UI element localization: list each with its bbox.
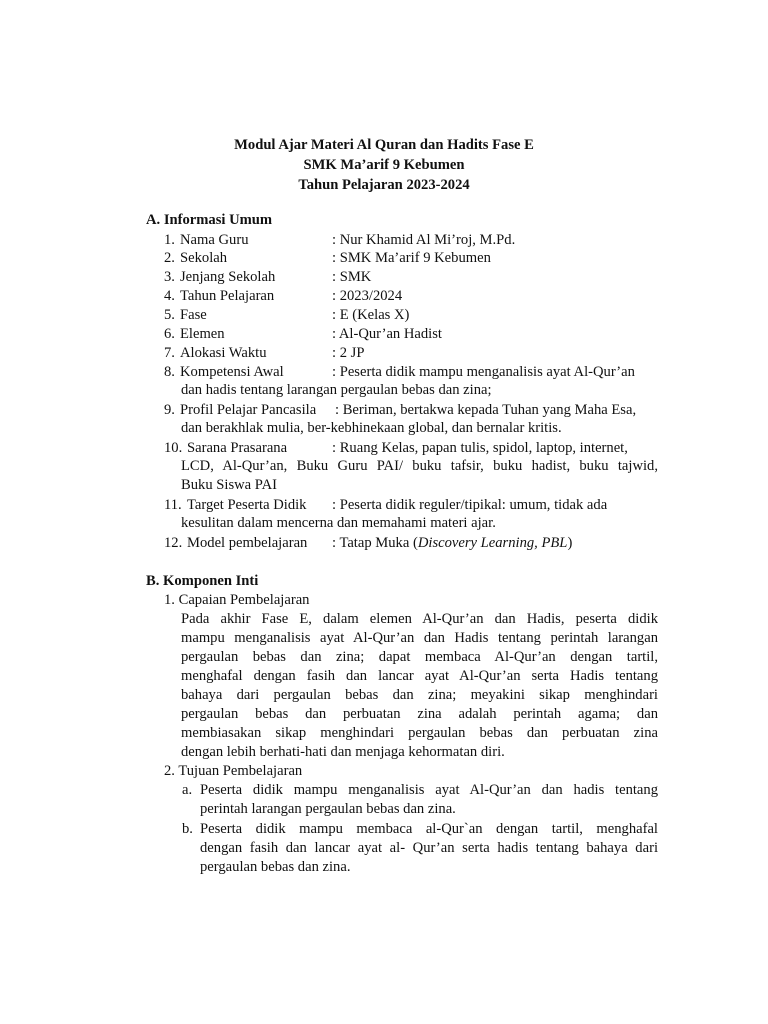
info-value: : Peserta didik reguler/tipikal: umum, tidak ada	[332, 497, 608, 513]
info-number: 4.	[164, 288, 175, 304]
paragraph-line: membiasakan sikap menghindari pergaulan bebas dan perbuatan zina	[181, 725, 658, 741]
info-continuation: dan hadis tentang larangan pergaulan bebas dan zina;	[181, 382, 492, 398]
info-number: 1.	[164, 232, 175, 248]
info-number: 6.	[164, 326, 175, 342]
section-a-heading: A. Informasi Umum	[146, 212, 273, 228]
info-label: Fase	[180, 307, 207, 323]
list-item-line: perintah larangan pergaulan bebas dan zina.	[200, 801, 456, 817]
school-name: SMK Ma’arif 9 Kebumen	[303, 157, 465, 173]
paragraph-line: dengan lebih berhati-hati dan menjaga kehormatan diri.	[181, 744, 505, 760]
list-item-line: dengan fasih dan lancar ayat al- Qur’an serta hadis tentang bahaya dari	[200, 840, 658, 856]
info-label: Nama Guru	[180, 232, 249, 248]
info-label: Profil Pelajar Pancasila	[180, 402, 317, 418]
info-value: : Peserta didik mampu menganalisis ayat Al-Qur’an	[332, 364, 635, 380]
info-number: 3.	[164, 269, 175, 285]
info-value: : SMK	[332, 269, 372, 285]
info-continuation: kesulitan dalam mencerna dan memahami materi ajar.	[181, 515, 496, 531]
info-number: 5.	[164, 307, 175, 323]
subsection-title: 2. Tujuan Pembelajaran	[164, 763, 303, 779]
paragraph-line: pergaulan bebas dan perbuatan zina adalah perintah agama; dan	[181, 706, 658, 722]
info-label: Tahun Pelajaran	[180, 288, 275, 304]
info-value: : 2 JP	[332, 345, 365, 361]
info-value: : Ruang Kelas, papan tulis, spidol, laptop, internet,	[332, 440, 628, 456]
list-item-line: pergaulan bebas dan zina.	[200, 859, 351, 875]
info-number: 8.	[164, 364, 175, 380]
list-item-line: Peserta didik mampu membaca al-Qur`an dengan tartil, menghafal	[200, 821, 658, 837]
info-number: 10.	[164, 440, 183, 456]
info-label: Kompetensi Awal	[180, 364, 284, 380]
section-b-heading: B. Komponen Inti	[146, 573, 259, 589]
info-value: : Tatap Muka (Discovery Learning, PBL)	[332, 535, 573, 551]
list-letter: b.	[182, 821, 193, 837]
info-number: 7.	[164, 345, 175, 361]
paragraph-line: mampu menganalisis ayat Al-Qur’an dan Hadis tentang perintah larangan	[181, 630, 658, 646]
info-label: Alokasi Waktu	[180, 345, 267, 361]
paragraph-line: menghafal dengan fasih dan lancar ayat Al-Qur’an serta Hadis tentang	[181, 668, 658, 684]
list-letter: a.	[182, 782, 193, 798]
info-continuation: Buku Siswa PAI	[181, 477, 277, 493]
info-value: : E (Kelas X)	[332, 307, 410, 323]
info-label: Sarana Prasarana	[187, 440, 288, 456]
info-number: 2.	[164, 250, 175, 266]
info-number: 9.	[164, 402, 175, 418]
info-value: : Nur Khamid Al Mi’roj, M.Pd.	[332, 232, 516, 248]
info-number: 12.	[164, 535, 183, 551]
info-value: : Al-Qur’an Hadist	[332, 326, 442, 342]
info-label: Sekolah	[180, 250, 228, 266]
paragraph-line: bahaya dari pergaulan bebas dan zina; meyakini sikap menghindari	[181, 687, 658, 703]
info-continuation: LCD, Al-Qur’an, Buku Guru PAI/ buku tafsir, buku hadist, buku tajwid,	[181, 458, 658, 474]
list-item-line: Peserta didik mampu menganalisis ayat Al-Qur’an dan hadis tentang	[200, 782, 658, 798]
info-continuation: dan berakhlak mulia, ber-kebhinekaan global, dan bernalar kritis.	[181, 420, 562, 436]
info-label: Model pembelajaran	[187, 535, 308, 551]
academic-year: Tahun Pelajaran 2023-2024	[298, 177, 470, 193]
info-label: Target Peserta Didik	[187, 497, 307, 513]
paragraph-line: Pada akhir Fase E, dalam elemen Al-Qur’an dan Hadis, peserta didik	[181, 611, 658, 627]
info-value: : SMK Ma’arif 9 Kebumen	[332, 250, 491, 266]
info-value: : 2023/2024	[332, 288, 403, 304]
document-title: Modul Ajar Materi Al Quran dan Hadits Fase E	[234, 137, 534, 153]
info-value: : Beriman, bertakwa kepada Tuhan yang Maha Esa,	[335, 402, 637, 418]
info-number: 11.	[164, 497, 182, 513]
paragraph-line: pergaulan bebas dan zina; dapat membaca Al-Qur’an dengan tartil,	[181, 649, 658, 665]
info-label: Jenjang Sekolah	[180, 269, 276, 285]
info-label: Elemen	[180, 326, 225, 342]
subsection-title: 1. Capaian Pembelajaran	[164, 592, 310, 608]
